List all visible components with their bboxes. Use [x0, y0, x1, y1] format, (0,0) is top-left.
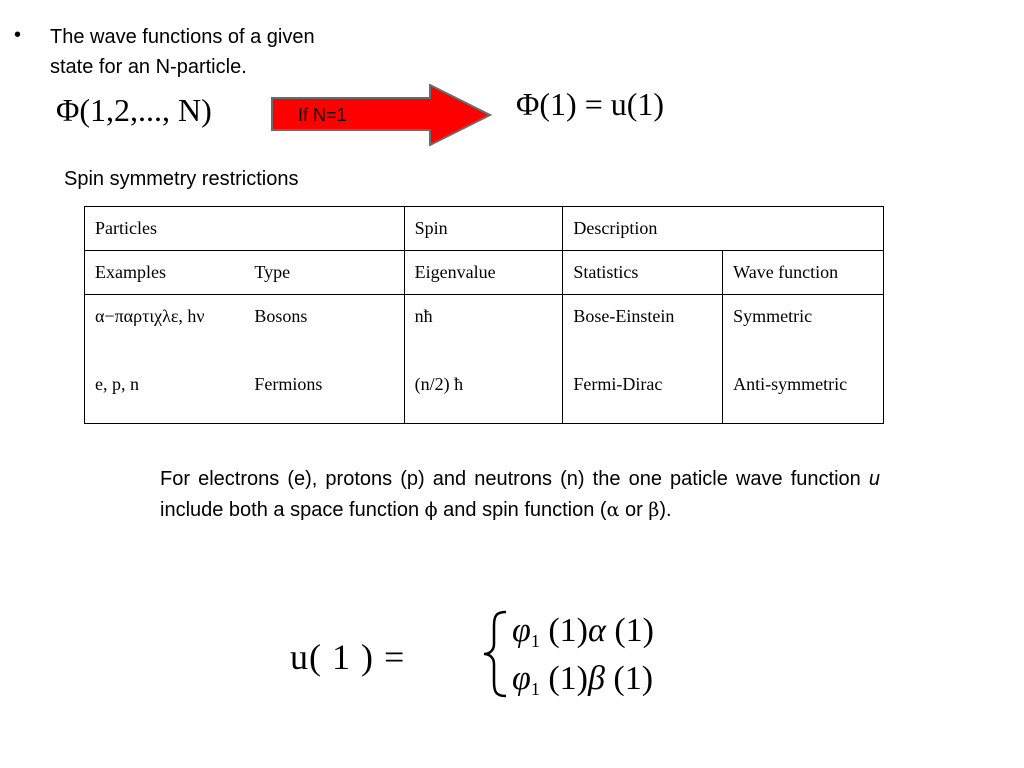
- subheader-eigenvalue: Eigenvalue: [404, 251, 563, 295]
- header-spin: Spin: [404, 207, 563, 251]
- para-part-3: and spin function (: [437, 499, 607, 521]
- para-part-2: include both a space function: [160, 499, 425, 521]
- brace-path: [484, 612, 506, 696]
- spin-heading: Spin symmetry restrictions: [64, 168, 299, 190]
- equation-line-beta: [512, 660, 653, 700]
- cell-wave-function: Symmetric: [723, 295, 884, 364]
- para-part-4: or: [619, 499, 649, 521]
- bullet-line-2: state for an N-particle.: [50, 56, 247, 78]
- spin-symmetry-table: [84, 206, 884, 424]
- para-beta: β: [648, 499, 660, 521]
- cell-examples: e, p, n: [85, 363, 245, 424]
- cell-type: Fermions: [244, 363, 404, 424]
- cell-examples: α−παρτιχλε, hν: [85, 295, 245, 364]
- subheader-wave-function: Wave function: [723, 251, 884, 295]
- equation-line-alpha: [512, 612, 654, 652]
- eq2-phi: φ: [512, 660, 531, 697]
- eq1-phi: φ: [512, 612, 531, 649]
- table-subheader-row: [85, 251, 884, 295]
- bullet-marker: •: [14, 24, 22, 46]
- left-brace-icon: [476, 608, 516, 700]
- cell-statistics: Fermi-Dirac: [563, 363, 723, 424]
- equation-lhs: u( 1 ) =: [290, 637, 406, 677]
- table-row: [85, 363, 884, 424]
- eq1-arg2: (1): [605, 612, 654, 649]
- eq1-arg: (1): [539, 612, 588, 649]
- bullet-line-1: The wave functions of a given: [50, 26, 315, 48]
- eq2-beta: β: [587, 660, 605, 697]
- cell-wave-function: Anti-symmetric: [723, 363, 884, 424]
- table-row: [85, 295, 884, 364]
- subheader-examples: Examples: [85, 251, 245, 295]
- subheader-type: Type: [244, 251, 404, 295]
- cell-type: Bosons: [244, 295, 404, 364]
- spin-space-paragraph: [160, 464, 880, 526]
- eq2-arg: (1): [539, 660, 588, 697]
- para-phi: ϕ: [424, 499, 438, 521]
- header-particles: Particles: [85, 207, 405, 251]
- cell-statistics: Bose-Einstein: [563, 295, 723, 364]
- cell-eigenvalue: nħ: [404, 295, 563, 364]
- table-header-row: [85, 207, 884, 251]
- eq2-sub: 1: [530, 679, 540, 699]
- eq1-sub: 1: [530, 631, 540, 651]
- arrow-label: If N=1: [298, 105, 347, 125]
- bullet-text: [50, 22, 410, 82]
- para-u: u: [868, 468, 880, 490]
- eq2-arg2: (1): [604, 660, 654, 697]
- header-description: Description: [563, 207, 884, 251]
- formula-phi-n: Φ(1,2,..., N): [56, 92, 212, 128]
- para-part-5: ).: [659, 499, 672, 521]
- formula-phi-one: Φ(1) = u(1): [516, 86, 665, 122]
- cell-eigenvalue: (n/2) ħ: [404, 363, 563, 424]
- para-part-1: For electrons (e), protons (p) and neutrons (n) the one paticle wave function: [160, 468, 869, 490]
- para-alpha: α: [606, 499, 620, 521]
- eq1-alpha: α: [587, 612, 606, 649]
- subheader-statistics: Statistics: [563, 251, 723, 295]
